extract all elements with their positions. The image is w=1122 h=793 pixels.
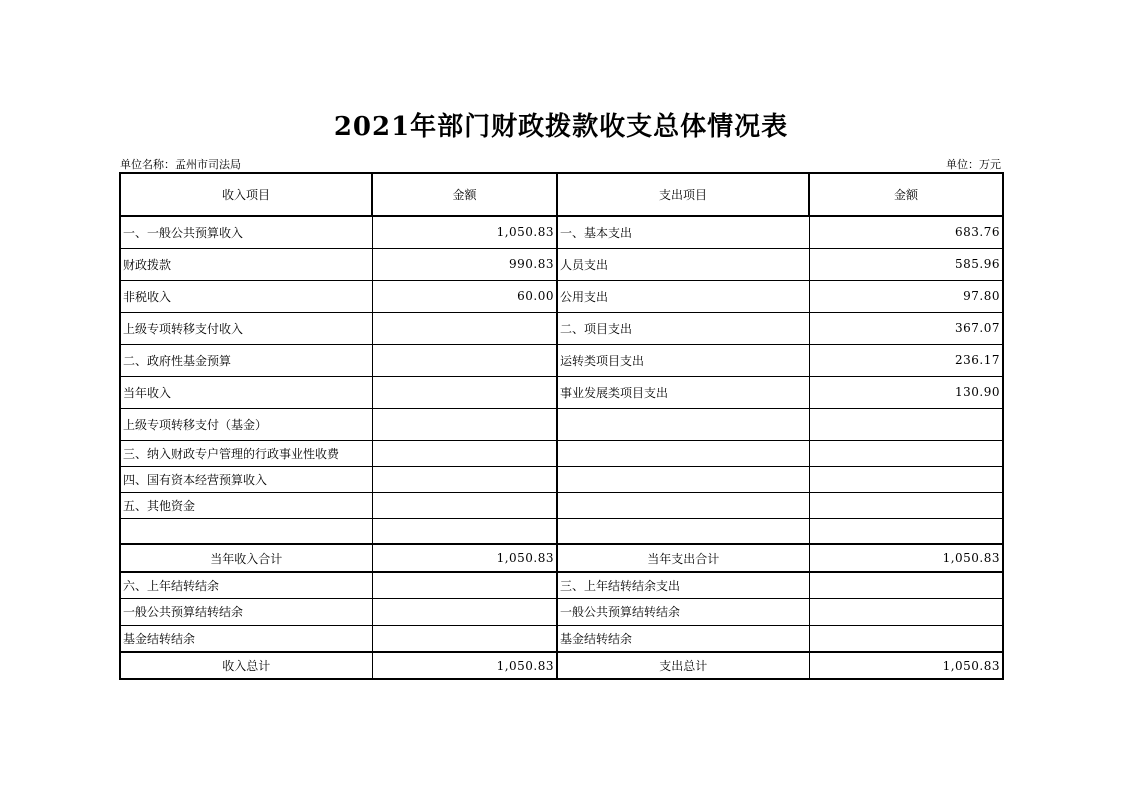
table-row [120, 598, 1003, 625]
income-item: 二、政府性基金预算 [120, 344, 372, 376]
income-item: 基金结转结余 [120, 625, 372, 652]
income-item: 一、一般公共预算收入 [120, 216, 372, 248]
income-item [120, 518, 372, 544]
expense-item: 一、基本支出 [557, 216, 809, 248]
expense-item: 三、上年结转结余支出 [557, 572, 809, 598]
expense-amount: 683.76 [809, 216, 1003, 248]
header-expense-item: 支出项目 [557, 173, 809, 216]
income-item: 上级专项转移支付收入 [120, 312, 372, 344]
table-row-total [120, 652, 1003, 679]
expense-amount [809, 466, 1003, 492]
expense-total-label: 支出总计 [557, 652, 809, 679]
income-item: 上级专项转移支付（基金） [120, 408, 372, 440]
table-row [120, 408, 1003, 440]
expense-amount [809, 518, 1003, 544]
income-amount [372, 408, 557, 440]
expense-amount [809, 492, 1003, 518]
expense-amount [809, 572, 1003, 598]
income-total-label: 收入总计 [120, 652, 372, 679]
income-amount: 990.83 [372, 248, 557, 280]
table-row [120, 625, 1003, 652]
expense-amount: 97.80 [809, 280, 1003, 312]
table-row [120, 518, 1003, 544]
expense-amount [809, 440, 1003, 466]
income-item: 四、国有资本经营预算收入 [120, 466, 372, 492]
income-amount [372, 598, 557, 625]
expense-item: 运转类项目支出 [557, 344, 809, 376]
income-subtotal-label: 当年收入合计 [120, 544, 372, 572]
expense-amount [809, 625, 1003, 652]
table-row [120, 344, 1003, 376]
table-row [120, 248, 1003, 280]
expense-item [557, 518, 809, 544]
income-item: 六、上年结转结余 [120, 572, 372, 598]
income-amount [372, 466, 557, 492]
expense-item [557, 466, 809, 492]
table-row [120, 312, 1003, 344]
expense-total-amount: 1,050.83 [809, 652, 1003, 679]
expense-item: 二、项目支出 [557, 312, 809, 344]
income-item: 一般公共预算结转结余 [120, 598, 372, 625]
expense-amount [809, 408, 1003, 440]
income-amount: 60.00 [372, 280, 557, 312]
table-row [120, 492, 1003, 518]
income-subtotal-amount: 1,050.83 [372, 544, 557, 572]
header-income-item: 收入项目 [120, 173, 372, 216]
table-header-row [120, 173, 1003, 216]
income-amount [372, 572, 557, 598]
table-row [120, 572, 1003, 598]
expense-item: 公用支出 [557, 280, 809, 312]
income-amount [372, 312, 557, 344]
expense-amount [809, 598, 1003, 625]
expense-item [557, 440, 809, 466]
income-amount [372, 440, 557, 466]
expense-item [557, 492, 809, 518]
expense-subtotal-label: 当年支出合计 [557, 544, 809, 572]
unit-name-label: 单位名称：孟州市司法局 [120, 158, 241, 171]
income-amount: 1,050.83 [372, 216, 557, 248]
income-amount [372, 492, 557, 518]
page-title: 2021年部门财政拨款收支总体情况表 [333, 112, 789, 142]
table-row [120, 466, 1003, 492]
income-item: 当年收入 [120, 376, 372, 408]
expense-amount: 367.07 [809, 312, 1003, 344]
expense-amount: 236.17 [809, 344, 1003, 376]
table-row [120, 280, 1003, 312]
table-row [120, 216, 1003, 248]
income-total-amount: 1,050.83 [372, 652, 557, 679]
expense-item: 事业发展类项目支出 [557, 376, 809, 408]
income-item: 三、纳入财政专户管理的行政事业性收费 [120, 440, 372, 466]
expense-subtotal-amount: 1,050.83 [809, 544, 1003, 572]
header-expense-amount: 金额 [809, 173, 1003, 216]
expense-amount: 130.90 [809, 376, 1003, 408]
expense-item [557, 408, 809, 440]
income-item: 非税收入 [120, 280, 372, 312]
income-amount [372, 518, 557, 544]
table-row [120, 440, 1003, 466]
expense-item: 一般公共预算结转结余 [557, 598, 809, 625]
expense-amount: 585.96 [809, 248, 1003, 280]
expense-item: 人员支出 [557, 248, 809, 280]
income-item: 财政拨款 [120, 248, 372, 280]
currency-unit-label: 单位：万元 [946, 158, 1001, 171]
table-row [120, 376, 1003, 408]
header-income-amount: 金额 [372, 173, 557, 216]
income-item: 五、其他资金 [120, 492, 372, 518]
expense-item: 基金结转结余 [557, 625, 809, 652]
income-amount [372, 344, 557, 376]
budget-table [119, 172, 1004, 680]
income-amount [372, 625, 557, 652]
income-amount [372, 376, 557, 408]
table-row-subtotal [120, 544, 1003, 572]
